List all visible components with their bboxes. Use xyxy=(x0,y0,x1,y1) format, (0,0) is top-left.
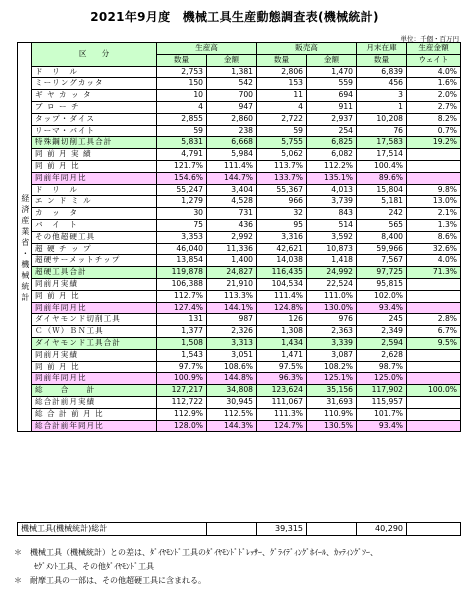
cell-value: 10,873 xyxy=(307,243,357,255)
cell-value: 95 xyxy=(257,219,307,231)
page-title: 2021年9月度 機械工具生産動態調査表(機械統計) xyxy=(90,10,379,24)
header-sales-amount: 金額 xyxy=(307,54,357,66)
cell-value: 6.7% xyxy=(407,326,461,338)
cell-value: 112.7% xyxy=(157,290,207,302)
cell-value: 4,013 xyxy=(307,184,357,196)
cell-value: 117,902 xyxy=(357,385,407,397)
cell-value: 32 xyxy=(257,208,307,220)
cell-value: 4 xyxy=(157,101,207,113)
table-row xyxy=(18,255,461,267)
table-row xyxy=(18,349,461,361)
cell-value: 3,051 xyxy=(207,349,257,361)
cell-value: 123,624 xyxy=(257,385,307,397)
cell-value: 32.6% xyxy=(407,243,461,255)
grand-total-production-amount: 39,315 xyxy=(257,523,307,536)
cell-value: 2,937 xyxy=(307,113,357,125)
cell-value: 456 xyxy=(357,78,407,90)
table-row xyxy=(18,113,461,125)
cell-value: 13.0% xyxy=(407,196,461,208)
table-row xyxy=(18,361,461,373)
cell-value: 7,567 xyxy=(357,255,407,267)
table-row xyxy=(18,314,461,326)
cell-value: 1,400 xyxy=(207,255,257,267)
cell-value: 21,910 xyxy=(207,278,257,290)
row-label: 同 前 月 実 績 xyxy=(32,149,157,161)
cell-value xyxy=(407,361,461,373)
cell-value: 3,316 xyxy=(257,231,307,243)
table-row xyxy=(18,267,461,279)
table-row xyxy=(18,66,461,78)
cell-value: 101.7% xyxy=(357,408,407,420)
row-label: ド リ ル xyxy=(32,184,157,196)
cell-value: 96.3% xyxy=(257,373,307,385)
cell-value: 153 xyxy=(257,78,307,90)
table-row xyxy=(18,125,461,137)
cell-value: 126 xyxy=(257,314,307,326)
cell-value: 124.7% xyxy=(257,420,307,432)
cell-value: 130.5% xyxy=(307,420,357,432)
cell-value: 144.8% xyxy=(207,373,257,385)
row-label: カ ッ タ xyxy=(32,208,157,220)
cell-value: 3 xyxy=(357,90,407,102)
cell-value: 93.4% xyxy=(357,420,407,432)
table-row xyxy=(18,90,461,102)
cell-value: 2.0% xyxy=(407,90,461,102)
table-row xyxy=(18,290,461,302)
footnote-1: ＊ 機械工具（機械統計）との差は、ﾀﾞｲﾔﾓﾝﾄﾞ工具のﾀﾞｲﾔﾓﾝﾄﾞﾄﾞﾚｯｻｰ、ｸﾞﾗｲﾃﾞｨﾝｸﾞﾎｲｰﾙ、ｶｯﾃｨﾝｸﾞｿｰ、 xyxy=(14,548,378,557)
table-row xyxy=(18,160,461,172)
cell-value: 97.7% xyxy=(157,361,207,373)
cell-value: 24,992 xyxy=(307,267,357,279)
cell-value: 97.5% xyxy=(257,361,307,373)
cell-value: 987 xyxy=(207,314,257,326)
row-label: 特殊鋼切削工具合計 xyxy=(32,137,157,149)
cell-value: 154.6% xyxy=(157,172,207,184)
cell-value: 1,279 xyxy=(157,196,207,208)
cell-value: 6,839 xyxy=(357,66,407,78)
row-label: ダイヤモンド切削工具 xyxy=(32,314,157,326)
cell-value: 17,583 xyxy=(357,137,407,149)
cell-value: 22,524 xyxy=(307,278,357,290)
table-row xyxy=(18,219,461,231)
cell-value: 93.4% xyxy=(357,302,407,314)
header-category: 区 分 xyxy=(32,43,157,67)
cell-value: 111,067 xyxy=(257,396,307,408)
cell-value: 144.3% xyxy=(207,420,257,432)
cell-value: 127,217 xyxy=(157,385,207,397)
header-sales: 販売高 xyxy=(257,43,357,55)
cell-value: 1,543 xyxy=(157,349,207,361)
cell-value xyxy=(407,396,461,408)
cell-value: 144.7% xyxy=(207,172,257,184)
row-label: その他超硬工具 xyxy=(32,231,157,243)
cell-value: 30,945 xyxy=(207,396,257,408)
row-label: 同前年同月比 xyxy=(32,373,157,385)
cell-value: 59,966 xyxy=(357,243,407,255)
cell-value: 115,957 xyxy=(357,396,407,408)
cell-value: 125.0% xyxy=(357,373,407,385)
cell-value: 2,594 xyxy=(357,337,407,349)
cell-value: 1,308 xyxy=(257,326,307,338)
cell-value: 5,755 xyxy=(257,137,307,149)
cell-value: 911 xyxy=(307,101,357,113)
cell-value: 14,038 xyxy=(257,255,307,267)
cell-value: 9.5% xyxy=(407,337,461,349)
cell-value: 1.6% xyxy=(407,78,461,90)
table-row xyxy=(18,373,461,385)
cell-value: 17,514 xyxy=(357,149,407,161)
cell-value: 55,367 xyxy=(257,184,307,196)
cell-value: 128.0% xyxy=(157,420,207,432)
table-row xyxy=(18,149,461,161)
cell-value: 59 xyxy=(157,125,207,137)
cell-value xyxy=(407,373,461,385)
cell-value: 98.7% xyxy=(357,361,407,373)
cell-value: 19.2% xyxy=(407,137,461,149)
cell-value: 110.9% xyxy=(307,408,357,420)
side-label: 経済産業省・機械統計 xyxy=(18,66,32,432)
cell-value: 119,878 xyxy=(157,267,207,279)
cell-value: 694 xyxy=(307,90,357,102)
cell-value: 112,722 xyxy=(157,396,207,408)
cell-value xyxy=(407,290,461,302)
row-label: 同 前 月 比 xyxy=(32,160,157,172)
cell-value: 112.9% xyxy=(157,408,207,420)
cell-value: 131 xyxy=(157,314,207,326)
cell-value: 436 xyxy=(207,219,257,231)
cell-value: 13,854 xyxy=(157,255,207,267)
footnote-2: ＊ 耐摩工具の一部は、その他超硬工具に含まれる。 xyxy=(14,576,206,585)
cell-value: 121.7% xyxy=(157,160,207,172)
cell-value: 1,470 xyxy=(307,66,357,78)
cell-value: 116,435 xyxy=(257,267,307,279)
cell-value: 113.7% xyxy=(257,160,307,172)
cell-value: 42,621 xyxy=(257,243,307,255)
row-label: 同前月実績 xyxy=(32,278,157,290)
cell-value: 1,381 xyxy=(207,66,257,78)
cell-value: 5,831 xyxy=(157,137,207,149)
cell-value: 35,156 xyxy=(307,385,357,397)
row-label: 総 合 計 前 月 比 xyxy=(32,408,157,420)
cell-value: 3,353 xyxy=(157,231,207,243)
cell-value: 731 xyxy=(207,208,257,220)
cell-value: 559 xyxy=(307,78,357,90)
grand-total-label: 機械工具(機械統計)総計 xyxy=(18,523,207,536)
cell-value: 8,400 xyxy=(357,231,407,243)
cell-value: 106,388 xyxy=(157,278,207,290)
cell-value xyxy=(407,278,461,290)
cell-value: 75 xyxy=(157,219,207,231)
row-label: ミーリングカッタ xyxy=(32,78,157,90)
row-label: 総合計前月実績 xyxy=(32,396,157,408)
cell-value: 4,528 xyxy=(207,196,257,208)
cell-value: 700 xyxy=(207,90,257,102)
cell-value: 15,804 xyxy=(357,184,407,196)
cell-value: 4 xyxy=(257,101,307,113)
table-row xyxy=(18,337,461,349)
cell-value: 542 xyxy=(207,78,257,90)
table-row xyxy=(18,385,461,397)
cell-value: 843 xyxy=(307,208,357,220)
cell-value: 2,349 xyxy=(357,326,407,338)
row-label: 同 前 月 比 xyxy=(32,290,157,302)
row-label: ブ ロ ー チ xyxy=(32,101,157,113)
row-label: 総合計前年同月比 xyxy=(32,420,157,432)
cell-value: 125.1% xyxy=(307,373,357,385)
cell-value: 111.4% xyxy=(207,160,257,172)
cell-value: 4.0% xyxy=(407,255,461,267)
cell-value: 1,434 xyxy=(257,337,307,349)
cell-value: 111.3% xyxy=(257,408,307,420)
cell-value xyxy=(407,160,461,172)
cell-value: 2.8% xyxy=(407,314,461,326)
cell-value: 89.6% xyxy=(357,172,407,184)
cell-value: 130.0% xyxy=(307,302,357,314)
table-row xyxy=(18,208,461,220)
cell-value xyxy=(407,172,461,184)
table-row xyxy=(18,137,461,149)
cell-value: 947 xyxy=(207,101,257,113)
cell-value: 1,471 xyxy=(257,349,307,361)
cell-value: 102.0% xyxy=(357,290,407,302)
cell-value: 112.2% xyxy=(307,160,357,172)
cell-value: 135.1% xyxy=(307,172,357,184)
row-label: 同前年同月比 xyxy=(32,302,157,314)
row-label: 同前月実績 xyxy=(32,349,157,361)
header-production: 生産高 xyxy=(157,43,257,55)
row-label: バ イ ト xyxy=(32,219,157,231)
cell-value xyxy=(407,149,461,161)
cell-value: 514 xyxy=(307,219,357,231)
cell-value: 9.8% xyxy=(407,184,461,196)
row-label: エ ン ド ミ ル xyxy=(32,196,157,208)
row-label: 総 合 計 xyxy=(32,385,157,397)
cell-value: 112.5% xyxy=(207,408,257,420)
table-row xyxy=(18,396,461,408)
table-row xyxy=(18,231,461,243)
cell-value: 100.9% xyxy=(157,373,207,385)
table-row xyxy=(18,408,461,420)
cell-value: 104,534 xyxy=(257,278,307,290)
header-sales-quantity: 数量 xyxy=(257,54,307,66)
cell-value: 6,668 xyxy=(207,137,257,149)
cell-value: 100.4% xyxy=(357,160,407,172)
header-prod-quantity: 数量 xyxy=(157,54,207,66)
cell-value: 46,040 xyxy=(157,243,207,255)
cell-value: 10,208 xyxy=(357,113,407,125)
cell-value xyxy=(407,302,461,314)
cell-value: 2,855 xyxy=(157,113,207,125)
table-row xyxy=(18,78,461,90)
cell-value: 100.0% xyxy=(407,385,461,397)
cell-value: 5,181 xyxy=(357,196,407,208)
header-inventory: 月末在庫 xyxy=(357,43,407,55)
cell-value: 108.2% xyxy=(307,361,357,373)
cell-value: 238 xyxy=(207,125,257,137)
cell-value: 108.6% xyxy=(207,361,257,373)
cell-value: 966 xyxy=(257,196,307,208)
header-inv-quantity: 数量 xyxy=(357,54,407,66)
cell-value: 144.1% xyxy=(207,302,257,314)
cell-value: 133.7% xyxy=(257,172,307,184)
cell-value: 97,725 xyxy=(357,267,407,279)
row-label: 超硬サーメットチップ xyxy=(32,255,157,267)
header-weight: 生産金額 xyxy=(407,43,461,55)
grand-total-sales-amount: 40,290 xyxy=(357,523,407,536)
cell-value: 124.8% xyxy=(257,302,307,314)
cell-value: 34,808 xyxy=(207,385,257,397)
cell-value: 3,313 xyxy=(207,337,257,349)
cell-value: 1.3% xyxy=(407,219,461,231)
cell-value: 2,753 xyxy=(157,66,207,78)
cell-value: 111.4% xyxy=(257,290,307,302)
cell-value: 11,336 xyxy=(207,243,257,255)
cell-value: 30 xyxy=(157,208,207,220)
cell-value: 2,628 xyxy=(357,349,407,361)
cell-value: 127.4% xyxy=(157,302,207,314)
table-row xyxy=(18,278,461,290)
cell-value: 2,363 xyxy=(307,326,357,338)
cell-value: 245 xyxy=(357,314,407,326)
cell-value: 31,693 xyxy=(307,396,357,408)
unit-label: 単位：千個・百万円 xyxy=(400,35,459,43)
footnote-1-cont: ｾｸﾞﾒﾝﾄ工具、その他ﾀﾞｲﾔﾓﾝﾄﾞ工具 xyxy=(34,562,154,571)
cell-value: 3,592 xyxy=(307,231,357,243)
cell-value: 5,062 xyxy=(257,149,307,161)
header-prod-amount: 金額 xyxy=(207,54,257,66)
cell-value: 76 xyxy=(357,125,407,137)
cell-value: 1,377 xyxy=(157,326,207,338)
cell-value: 565 xyxy=(357,219,407,231)
cell-value: 254 xyxy=(307,125,357,137)
header-row-1 xyxy=(18,43,461,55)
row-label: 同前年同月比 xyxy=(32,172,157,184)
cell-value: 2,806 xyxy=(257,66,307,78)
row-label: 超 硬 チ ッ プ xyxy=(32,243,157,255)
table-row xyxy=(18,196,461,208)
cell-value xyxy=(407,420,461,432)
cell-value: 1,508 xyxy=(157,337,207,349)
header-weight-sub: ウェイト xyxy=(407,54,461,66)
cell-value: 55,247 xyxy=(157,184,207,196)
cell-value: 3,739 xyxy=(307,196,357,208)
cell-value: 111.0% xyxy=(307,290,357,302)
cell-value: 8.6% xyxy=(407,231,461,243)
cell-value: 0.7% xyxy=(407,125,461,137)
cell-value: 113.3% xyxy=(207,290,257,302)
cell-value: 71.3% xyxy=(407,267,461,279)
cell-value: 2,992 xyxy=(207,231,257,243)
cell-value: 2,722 xyxy=(257,113,307,125)
cell-value: 11 xyxy=(257,90,307,102)
table-row xyxy=(18,184,461,196)
cell-value: 242 xyxy=(357,208,407,220)
cell-value: 95,815 xyxy=(357,278,407,290)
row-label: 超硬工具合計 xyxy=(32,267,157,279)
cell-value: 6,825 xyxy=(307,137,357,149)
cell-value: 2,860 xyxy=(207,113,257,125)
cell-value: 3,087 xyxy=(307,349,357,361)
cell-value: 4,791 xyxy=(157,149,207,161)
cell-value: 10 xyxy=(157,90,207,102)
production-table xyxy=(17,42,461,432)
table-row xyxy=(18,243,461,255)
row-label: 同 前 月 比 xyxy=(32,361,157,373)
table-row xyxy=(18,302,461,314)
cell-value: 150 xyxy=(157,78,207,90)
table-row xyxy=(18,326,461,338)
cell-value: 6,082 xyxy=(307,149,357,161)
table-row xyxy=(18,172,461,184)
cell-value: 24,827 xyxy=(207,267,257,279)
row-label: ダイヤモンド工具合計 xyxy=(32,337,157,349)
row-label: リーマ・バイト xyxy=(32,125,157,137)
cell-value: 8.2% xyxy=(407,113,461,125)
table-row xyxy=(18,420,461,432)
row-label: ド リ ル xyxy=(32,66,157,78)
row-label: タップ・ダイス xyxy=(32,113,157,125)
cell-value: 976 xyxy=(307,314,357,326)
grand-total-table xyxy=(17,522,461,536)
footnotes xyxy=(14,546,378,588)
cell-value xyxy=(407,408,461,420)
cell-value: 3,404 xyxy=(207,184,257,196)
cell-value: 4.0% xyxy=(407,66,461,78)
table-row xyxy=(18,101,461,113)
cell-value: 5,984 xyxy=(207,149,257,161)
cell-value: 59 xyxy=(257,125,307,137)
cell-value xyxy=(407,349,461,361)
cell-value: 1 xyxy=(357,101,407,113)
cell-value: 3,339 xyxy=(307,337,357,349)
cell-value: 1,418 xyxy=(307,255,357,267)
cell-value: 2.7% xyxy=(407,101,461,113)
grand-total-row xyxy=(18,523,461,536)
cell-value: 2.1% xyxy=(407,208,461,220)
row-label: Ｃ（Ｗ）ＢＮ工具 xyxy=(32,326,157,338)
cell-value: 2,326 xyxy=(207,326,257,338)
row-label: ギ ヤ カ ッ タ xyxy=(32,90,157,102)
